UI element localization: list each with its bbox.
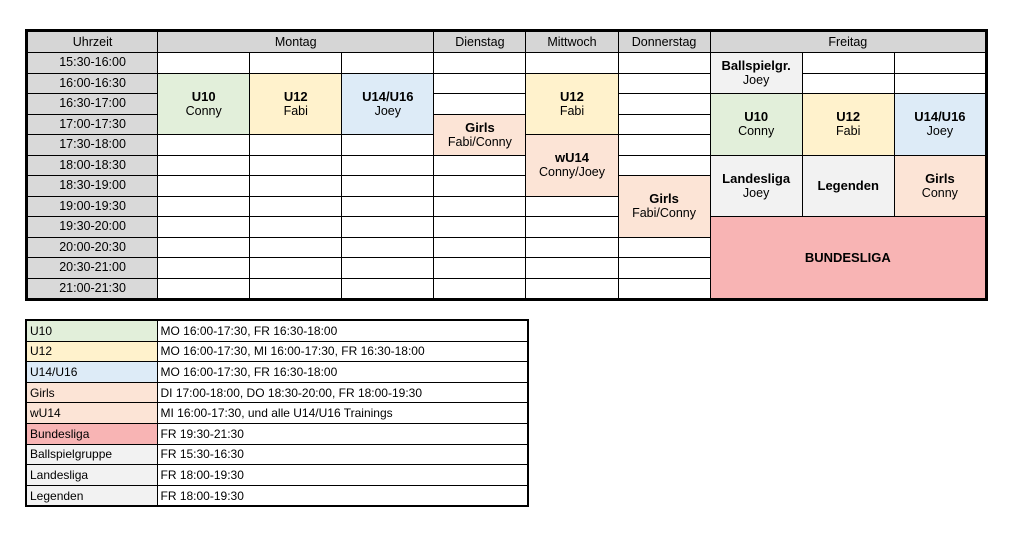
empty-cell xyxy=(802,53,894,74)
block-fri-legenden xyxy=(802,155,894,217)
header-monday: Montag xyxy=(158,31,434,53)
empty-cell xyxy=(802,73,894,94)
empty-cell xyxy=(894,53,986,74)
block-title: U12 xyxy=(836,109,861,125)
legend-row xyxy=(26,362,528,383)
block-title: BUNDESLIGA xyxy=(804,250,891,265)
block-coach: Conny xyxy=(738,124,775,139)
legend-group: U12 xyxy=(26,341,157,362)
header-friday: Freitag xyxy=(710,31,986,53)
block-thu-girls xyxy=(618,176,710,238)
legend-times: FR 18:00-19:30 xyxy=(157,485,528,506)
block-coach: Conny/Joey xyxy=(538,165,605,180)
empty-cell xyxy=(158,135,250,156)
empty-cell xyxy=(434,217,526,238)
legend-table xyxy=(25,319,529,507)
block-coach: Conny xyxy=(921,185,958,200)
block-title: Legenden xyxy=(817,178,879,194)
empty-cell xyxy=(342,176,434,197)
empty-cell xyxy=(158,217,250,238)
empty-cell xyxy=(618,237,710,258)
block-coach: Fabi/Conny xyxy=(632,206,697,221)
block-fri-u10 xyxy=(710,94,802,156)
legend-times: FR 15:30-16:30 xyxy=(157,444,528,465)
empty-cell xyxy=(434,278,526,300)
legend-times: MI 16:00-17:30, und alle U14/U16 Trainings xyxy=(157,403,528,424)
block-fri-u12 xyxy=(802,94,894,156)
block-title: U12 xyxy=(283,88,308,104)
empty-cell xyxy=(618,94,710,115)
empty-cell xyxy=(342,278,434,300)
empty-cell xyxy=(250,196,342,217)
empty-cell xyxy=(434,196,526,217)
block-tue-girls xyxy=(434,114,526,155)
block-coach: Joey xyxy=(374,103,402,118)
legend-row xyxy=(26,444,528,465)
time-row xyxy=(27,155,987,176)
empty-cell xyxy=(618,258,710,279)
empty-cell xyxy=(250,278,342,300)
legend-group: Bundesliga xyxy=(26,423,157,444)
legend-row xyxy=(26,341,528,362)
empty-cell xyxy=(158,155,250,176)
empty-cell xyxy=(618,155,710,176)
block-title: U10 xyxy=(744,109,769,125)
time-slot: 19:00-19:30 xyxy=(27,196,158,217)
legend-group: Legenden xyxy=(26,485,157,506)
empty-cell xyxy=(526,196,618,217)
time-row xyxy=(27,73,987,94)
block-title: U12 xyxy=(560,88,584,104)
time-slot: 16:30-17:00 xyxy=(27,94,158,115)
legend-times: FR 19:30-21:30 xyxy=(157,423,528,444)
block-title: wU14 xyxy=(554,150,589,166)
block-wed-wu14 xyxy=(526,135,618,197)
legend-times: DI 17:00-18:00, DO 18:30-20:00, FR 18:00-19:30 xyxy=(157,382,528,403)
block-fri-ballspielgruppe xyxy=(710,53,802,94)
block-title: Girls xyxy=(925,170,955,186)
legend-row xyxy=(26,320,528,341)
empty-cell xyxy=(250,176,342,197)
legend-times: MO 16:00-17:30, FR 16:30-18:00 xyxy=(157,320,528,341)
block-coach: Conny xyxy=(185,103,222,118)
legend-group: Ballspielgruppe xyxy=(26,444,157,465)
empty-cell xyxy=(342,217,434,238)
empty-cell xyxy=(158,53,250,74)
block-mon-u10 xyxy=(158,73,250,135)
legend-row xyxy=(26,485,528,506)
time-slot: 15:30-16:00 xyxy=(27,53,158,74)
empty-cell xyxy=(618,73,710,94)
time-slot: 18:00-18:30 xyxy=(27,155,158,176)
time-slot: 20:30-21:00 xyxy=(27,258,158,279)
legend-group: U10 xyxy=(26,320,157,341)
time-slot: 17:00-17:30 xyxy=(27,114,158,135)
empty-cell xyxy=(250,155,342,176)
legend-group: U14/U16 xyxy=(26,362,157,383)
empty-cell xyxy=(158,176,250,197)
time-slot: 19:30-20:00 xyxy=(27,217,158,238)
header-wednesday: Mittwoch xyxy=(526,31,618,53)
time-slot: 16:00-16:30 xyxy=(27,73,158,94)
block-coach: Joey xyxy=(742,73,770,87)
empty-cell xyxy=(434,258,526,279)
empty-cell xyxy=(434,176,526,197)
empty-cell xyxy=(250,217,342,238)
empty-cell xyxy=(158,196,250,217)
empty-cell xyxy=(250,135,342,156)
block-title: U14/U16 xyxy=(914,109,966,125)
empty-cell xyxy=(434,155,526,176)
block-fri-girls xyxy=(894,155,986,217)
block-coach: Joey xyxy=(926,124,954,139)
block-title: Girls xyxy=(649,191,679,207)
block-coach: Fabi xyxy=(559,103,585,118)
empty-cell xyxy=(618,135,710,156)
block-coach: Fabi xyxy=(283,103,308,118)
empty-cell xyxy=(434,53,526,74)
block-fri-bundesliga xyxy=(710,217,986,300)
legend-row xyxy=(26,423,528,444)
legend-group: Landesliga xyxy=(26,465,157,486)
empty-cell xyxy=(526,258,618,279)
empty-cell xyxy=(618,278,710,300)
time-slot: 18:30-19:00 xyxy=(27,176,158,197)
block-mon-u14 xyxy=(342,73,434,135)
empty-cell xyxy=(250,237,342,258)
header-thursday: Donnerstag xyxy=(618,31,710,53)
block-title: Ballspielgr. xyxy=(721,58,791,73)
block-mon-u12 xyxy=(250,73,342,135)
legend-row xyxy=(26,403,528,424)
empty-cell xyxy=(894,73,986,94)
empty-cell xyxy=(526,237,618,258)
empty-cell xyxy=(526,53,618,74)
empty-cell xyxy=(342,155,434,176)
schedule-table xyxy=(25,29,988,301)
legend-group: wU14 xyxy=(26,403,157,424)
empty-cell xyxy=(434,237,526,258)
header-row xyxy=(27,31,987,53)
empty-cell xyxy=(434,94,526,115)
time-row xyxy=(27,217,987,238)
block-fri-landesliga xyxy=(710,155,802,217)
empty-cell xyxy=(618,114,710,135)
empty-cell xyxy=(342,258,434,279)
block-coach: Fabi xyxy=(836,124,861,139)
legend-times: FR 18:00-19:30 xyxy=(157,465,528,486)
legend-times: MO 16:00-17:30, FR 16:30-18:00 xyxy=(157,362,528,383)
empty-cell xyxy=(158,237,250,258)
empty-cell xyxy=(342,53,434,74)
empty-cell xyxy=(342,196,434,217)
legend-times: MO 16:00-17:30, MI 16:00-17:30, FR 16:30-18:00 xyxy=(157,341,528,362)
time-slot: 17:30-18:00 xyxy=(27,135,158,156)
block-title: Girls xyxy=(465,119,495,135)
empty-cell xyxy=(342,135,434,156)
empty-cell xyxy=(250,53,342,74)
block-coach: Joey xyxy=(742,185,770,200)
block-title: U10 xyxy=(191,88,216,104)
empty-cell xyxy=(434,73,526,94)
time-slot: 21:00-21:30 xyxy=(27,278,158,300)
empty-cell xyxy=(158,278,250,300)
empty-cell xyxy=(342,237,434,258)
block-wed-u12 xyxy=(526,73,618,135)
legend-row xyxy=(26,465,528,486)
legend-row xyxy=(26,382,528,403)
header-time: Uhrzeit xyxy=(27,31,158,53)
time-slot: 20:00-20:30 xyxy=(27,237,158,258)
empty-cell xyxy=(250,258,342,279)
empty-cell xyxy=(618,53,710,74)
header-tuesday: Dienstag xyxy=(434,31,526,53)
block-coach: Fabi/Conny xyxy=(447,134,512,149)
block-fri-u14 xyxy=(894,94,986,156)
empty-cell xyxy=(526,278,618,300)
legend-group: Girls xyxy=(26,382,157,403)
empty-cell xyxy=(158,258,250,279)
block-title: U14/U16 xyxy=(362,88,414,104)
time-row xyxy=(27,53,987,74)
block-title: Landesliga xyxy=(722,170,791,186)
empty-cell xyxy=(526,217,618,238)
